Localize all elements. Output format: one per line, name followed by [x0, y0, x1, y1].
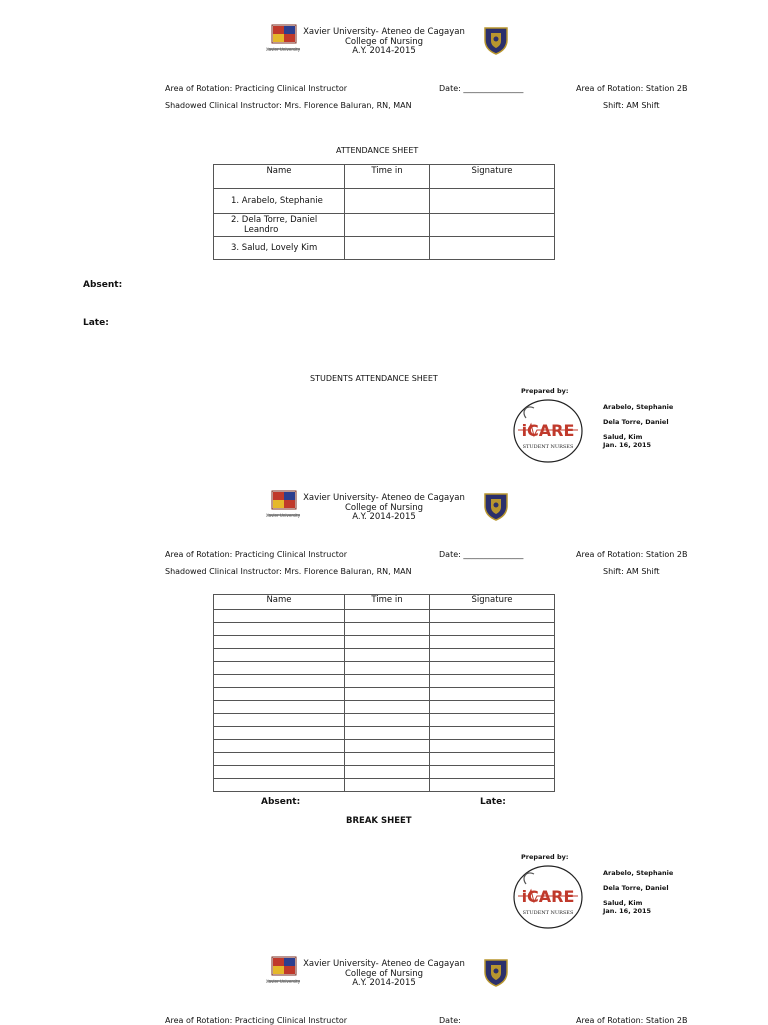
college-name: College of Nursing [344, 36, 424, 47]
prepared-names [603, 403, 673, 449]
shift: Shift: AM Shift [603, 567, 660, 576]
students-attendance-sheet-title: STUDENTS ATTENDANCE SHEET [310, 374, 438, 383]
col-name: Name [214, 165, 345, 189]
row-name [214, 214, 345, 237]
name-cell[interactable] [214, 675, 345, 688]
date-label: Date: [439, 1016, 461, 1025]
signature-cell[interactable] [430, 727, 555, 740]
svg-text:iCARE: iCARE [521, 421, 575, 440]
col-signature: Signature [430, 165, 555, 189]
time-in-cell[interactable] [345, 740, 430, 753]
name-cell[interactable] [214, 727, 345, 740]
time-in-cell[interactable] [345, 649, 430, 662]
name-cell[interactable] [214, 636, 345, 649]
time-in-cell[interactable] [345, 675, 430, 688]
preparer-2: Dela Torre, Daniel [603, 418, 669, 426]
signature-cell[interactable] [430, 636, 555, 649]
table-row [214, 701, 555, 714]
area-of-rotation-left: Area of Rotation: Practicing Clinical Instructor [165, 84, 348, 93]
time-in-cell[interactable] [345, 189, 430, 214]
table-row [214, 727, 555, 740]
logo-caption: Xavier University [265, 513, 301, 518]
date-field: Date: _______________ [439, 84, 524, 93]
signature-cell[interactable] [430, 740, 555, 753]
signature-cell[interactable] [430, 753, 555, 766]
signature-cell[interactable] [430, 662, 555, 675]
time-in-cell[interactable] [345, 727, 430, 740]
name-cell[interactable] [214, 714, 345, 727]
col-time-in: Time in [345, 595, 430, 610]
college-shield-icon [483, 25, 509, 55]
name-cell[interactable] [214, 688, 345, 701]
signature-cell[interactable] [430, 701, 555, 714]
signature-cell[interactable] [430, 714, 555, 727]
logo-caption: Xavier University [265, 47, 301, 52]
row-name: 3. Salud, Lovely Kim [214, 237, 345, 260]
name-cell[interactable] [214, 649, 345, 662]
late-label: Late: [83, 318, 109, 328]
table-row [214, 740, 555, 753]
time-in-cell[interactable] [345, 636, 430, 649]
shadowed-instructor: Shadowed Clinical Instructor: Mrs. Florence Baluran, RN, MAN [165, 101, 412, 110]
prepared-date: Jan. 16, 2015 [603, 441, 652, 449]
name-cell[interactable] [214, 662, 345, 675]
late-label: Late: [480, 797, 506, 807]
signature-cell[interactable] [430, 189, 555, 214]
table-row [214, 779, 555, 792]
signature-cell[interactable] [430, 623, 555, 636]
name-cell[interactable] [214, 779, 345, 792]
table-row [214, 688, 555, 701]
area-of-rotation-right: Area of Rotation: Station 2B [576, 1016, 688, 1025]
table-row [214, 636, 555, 649]
break-table [213, 594, 555, 792]
name-cell[interactable] [214, 701, 345, 714]
preparer-3: Salud, Kim [603, 899, 643, 907]
area-of-rotation-left: Area of Rotation: Practicing Clinical Instructor [165, 1016, 348, 1025]
table-header-row [214, 595, 555, 610]
college-name: College of Nursing [344, 502, 424, 513]
name-cell[interactable] [214, 766, 345, 779]
row-name-line2: Leandro [244, 225, 279, 235]
college-name: College of Nursing [344, 968, 424, 979]
time-in-cell[interactable] [345, 766, 430, 779]
college-shield-icon [483, 957, 509, 987]
shift: Shift: AM Shift [603, 101, 660, 110]
signature-cell[interactable] [430, 610, 555, 623]
prepared-names [603, 869, 673, 915]
date-field: Date: _______________ [439, 550, 524, 559]
row-name-line1: 2. Dela Torre, Daniel [231, 215, 318, 225]
table-row [214, 766, 555, 779]
time-in-cell[interactable] [345, 662, 430, 675]
academic-year: A.Y. 2014-2015 [352, 512, 416, 522]
time-in-cell[interactable] [345, 214, 430, 237]
break-sheet-title: BREAK SHEET [346, 816, 412, 826]
prepared-by-label: Prepared by: [521, 387, 569, 395]
university-name: Xavier University- Ateneo de Cagayan [303, 27, 465, 37]
col-signature: Signature [430, 595, 555, 610]
prepared-by-label: Prepared by: [521, 853, 569, 861]
signature-cell[interactable] [430, 766, 555, 779]
academic-year: A.Y. 2014-2015 [352, 978, 416, 988]
preparer-2: Dela Torre, Daniel [603, 884, 669, 892]
table-row [214, 675, 555, 688]
icare-logo [512, 398, 584, 464]
preparer-1: Arabelo, Stephanie [603, 403, 674, 411]
header-block [284, 28, 484, 57]
time-in-cell[interactable] [345, 688, 430, 701]
logo-caption: Xavier University [265, 979, 301, 984]
svg-text:iCARE: iCARE [521, 887, 575, 906]
absent-label: Absent: [261, 797, 301, 807]
attendance-table [213, 164, 555, 260]
table-row [214, 214, 555, 237]
time-in-cell[interactable] [345, 753, 430, 766]
table-row [214, 623, 555, 636]
table-row [214, 753, 555, 766]
area-of-rotation-left: Area of Rotation: Practicing Clinical Instructor [165, 550, 348, 559]
signature-cell[interactable] [430, 237, 555, 260]
name-cell[interactable] [214, 740, 345, 753]
signature-cell[interactable] [430, 779, 555, 792]
col-name: Name [214, 595, 345, 610]
icare-logo [512, 864, 584, 930]
time-in-cell[interactable] [345, 237, 430, 260]
university-name: Xavier University- Ateneo de Cagayan [303, 959, 465, 969]
header-block [284, 494, 484, 523]
table-row [214, 189, 555, 214]
academic-year: A.Y. 2014-2015 [352, 46, 416, 56]
attendance-sheet-title: ATTENDANCE SHEET [336, 146, 419, 155]
table-row [214, 714, 555, 727]
name-cell[interactable] [214, 623, 345, 636]
svg-text:STUDENT NURSES: STUDENT NURSES [522, 444, 574, 450]
table-header-row [214, 165, 555, 189]
table-row [214, 237, 555, 260]
table-row [214, 662, 555, 675]
shadowed-instructor: Shadowed Clinical Instructor: Mrs. Florence Baluran, RN, MAN [165, 567, 412, 576]
area-of-rotation-right: Area of Rotation: Station 2B [576, 550, 688, 559]
svg-text:STUDENT NURSES: STUDENT NURSES [522, 910, 574, 916]
area-of-rotation-right: Area of Rotation: Station 2B [576, 84, 688, 93]
signature-cell[interactable] [430, 688, 555, 701]
time-in-cell[interactable] [345, 623, 430, 636]
header-block [284, 960, 484, 989]
preparer-3: Salud, Kim [603, 433, 643, 441]
time-in-cell[interactable] [345, 714, 430, 727]
preparer-1: Arabelo, Stephanie [603, 869, 674, 877]
signature-cell[interactable] [430, 649, 555, 662]
prepared-date: Jan. 16, 2015 [603, 907, 652, 915]
col-time-in: Time in [345, 165, 430, 189]
time-in-cell[interactable] [345, 701, 430, 714]
university-name: Xavier University- Ateneo de Cagayan [303, 493, 465, 503]
signature-cell[interactable] [430, 675, 555, 688]
absent-label: Absent: [83, 280, 123, 290]
time-in-cell[interactable] [345, 610, 430, 623]
college-shield-icon [483, 491, 509, 521]
name-cell[interactable] [214, 610, 345, 623]
table-row [214, 610, 555, 623]
signature-cell[interactable] [430, 214, 555, 237]
row-name: 1. Arabelo, Stephanie [214, 189, 345, 214]
table-row [214, 649, 555, 662]
name-cell[interactable] [214, 753, 345, 766]
time-in-cell[interactable] [345, 779, 430, 792]
